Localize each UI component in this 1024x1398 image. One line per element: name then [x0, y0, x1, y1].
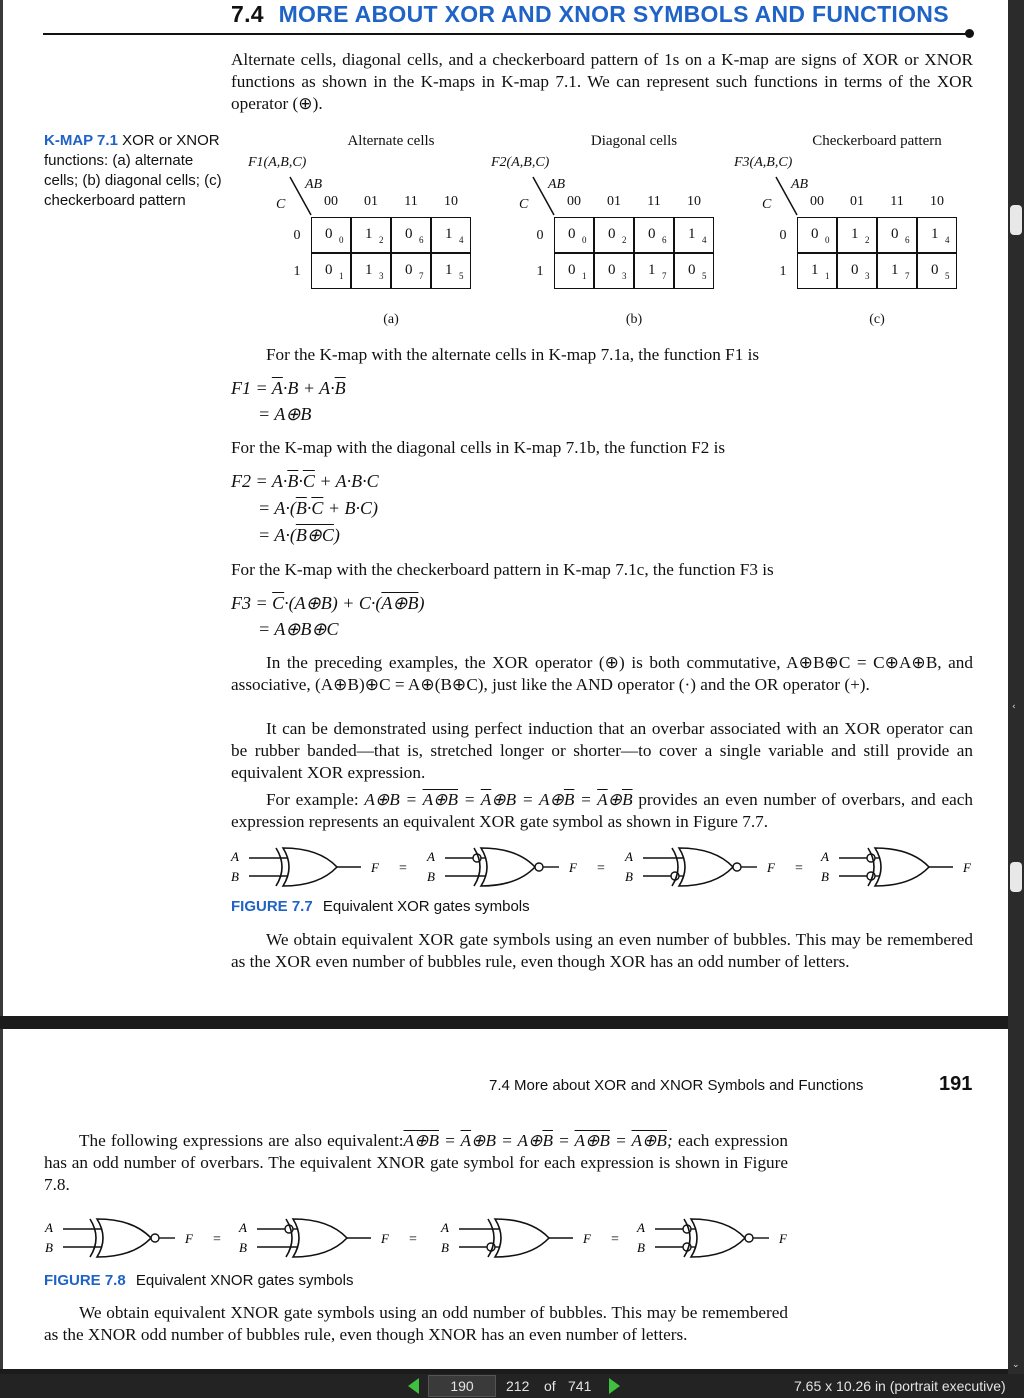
kmap-col-header: 11 [404, 194, 418, 209]
kmap-cell: 0 2 [594, 217, 634, 253]
svg-text:F: F [569, 860, 577, 875]
xnor-equation: A⊕B = $\overline{A}\oplus B$ = $A\oplus\overline{B}$ = A⊕B = A⊕B; [403, 1131, 673, 1150]
kmap-cell: 0 0 [554, 217, 594, 253]
kmap-row-header: 0 [779, 228, 787, 243]
paragraph-even-bubbles: We obtain equivalent XOR gate symbols using an even number of bubbles. This may be remembered as the XOR even number of bubbles rule, even though XOR has an odd number of letters. [231, 930, 973, 971]
svg-text:=: = [409, 1232, 417, 1247]
kmap-cell: 0 3 [594, 253, 634, 289]
svg-text:F: F [381, 1231, 389, 1246]
svg-text:B: B [45, 1240, 53, 1255]
kmap-col-header: 10 [444, 194, 458, 209]
page-label: 212 [506, 1378, 530, 1394]
kmap-cell: 0 7 [391, 253, 431, 289]
paragraph-f1: For the K-map with the alternate cells in K-map 7.1a, the function F1 is [266, 345, 760, 364]
kmap-cell: 1 7 [877, 253, 917, 289]
equation-f2-line1: $F2 = A\cdot\overline{B}\cdot\overline{C} + A\cdot B\cdot C$ [231, 471, 379, 491]
svg-text:B: B [239, 1240, 247, 1255]
svg-text:A: A [45, 1220, 53, 1235]
kmap-col-header: 10 [687, 194, 701, 209]
kmap-c-label: C [276, 197, 286, 212]
page-number-input[interactable] [428, 1375, 496, 1397]
paragraph-f3: For the K-map with the checkerboard pattern in K-map 7.1c, the function F3 is [231, 560, 774, 579]
kmap-caption-label: K-MAP 7.1 [44, 132, 118, 149]
equation-f3-line2: = A⊕B⊕C [258, 619, 339, 639]
kmap-cell: 1 2 [837, 217, 877, 253]
section-number: 7.4 [231, 1, 264, 27]
kmap-function-name: F1(A,B,C) [248, 155, 307, 170]
xnor-gate-bubble-b [440, 1219, 619, 1257]
svg-text:=: = [795, 861, 803, 876]
xnor-gate-bubble-f [44, 1219, 221, 1257]
figure-7-7-label: FIGURE 7.7 [231, 898, 313, 915]
figure-7-8-label: FIGURE 7.8 [44, 1272, 126, 1289]
scroll-thumb-upper[interactable] [1010, 205, 1022, 235]
svg-text:F: F [185, 1231, 193, 1246]
kmap-cell: 1 2 [351, 217, 391, 253]
svg-text:A: A [239, 1220, 247, 1235]
arrow-left-icon[interactable] [408, 1378, 419, 1394]
figure-7-8-caption [44, 1271, 353, 1291]
svg-text:F: F [963, 860, 971, 875]
svg-text:A: A [427, 849, 435, 864]
xor-gate-bubble-b-f [624, 848, 803, 886]
section-heading [231, 1, 949, 28]
kmap-cell: 0 0 [311, 217, 351, 253]
kmap-cell: 1 3 [351, 253, 391, 289]
kmap-col-header: 10 [930, 194, 944, 209]
xor-gate-bubble-a-f [426, 848, 605, 886]
intro-paragraph: Alternate cells, diagonal cells, and a checkerboard pattern of 1s on a K-map are signs of XOR or XNOR functions as shown in the K-maps in K-map 7.1. We can represent such functions in terms of the XOR operator (⊕). [231, 50, 973, 113]
kmap-cell: 0 6 [877, 217, 917, 253]
document-page-191 [0, 1029, 1008, 1369]
equation-f2-line3: = A·(B⊕C) [258, 525, 340, 545]
kmap-col-header: 01 [607, 194, 621, 209]
kmap-cell: 0 1 [311, 253, 351, 289]
kmap-c-label: C [519, 197, 529, 212]
figure-7-7-text: Equivalent XOR gates symbols [322, 898, 530, 915]
equation-f1-line1: $F1 = \overline{A}\cdot B + A\cdot\overline{B}$ [231, 378, 346, 398]
kmap-title: Alternate cells [347, 133, 435, 149]
example-text: provides an even number of overbars, and each expression represents an equivalent XOR gate symbol as shown in Figure 7.7. [231, 790, 974, 831]
svg-text:A: A [821, 849, 829, 864]
kmap-ab-label: AB [548, 177, 566, 192]
kmap-col-header: 01 [364, 194, 378, 209]
svg-text:F: F [583, 1231, 591, 1246]
kmap-cell: 1 4 [674, 217, 714, 253]
svg-text:=: = [399, 861, 407, 876]
scroll-thumb-lower[interactable] [1010, 862, 1022, 892]
kmap-sublabel: (a) [383, 312, 399, 327]
xnor-gate-bubble-a-b-f [636, 1219, 788, 1257]
svg-text:B: B [231, 869, 239, 884]
svg-text:F: F [767, 860, 775, 875]
kmap-cell: 0 0 [797, 217, 837, 253]
kmap-cell: 0 5 [917, 253, 957, 289]
chevron-down-icon[interactable]: ⌄ [1012, 1360, 1020, 1370]
svg-text:=: = [611, 1232, 619, 1247]
kmap-cell: 0 6 [634, 217, 674, 253]
kmap-title: Diagonal cells [590, 133, 678, 149]
rule-end-dot [965, 29, 974, 38]
kmap-cell: 1 5 [431, 253, 471, 289]
kmap-row-header: 1 [293, 264, 301, 279]
xnor-gate-bubble-a [238, 1219, 417, 1257]
page-number: 191 [939, 1073, 973, 1095]
paragraph-commutative: In the preceding examples, the XOR operator (⊕) is both commutative, A⊕B⊕C = C⊕A⊕B, and associative, (A⊕B)⊕C = A⊕(B⊕C), just like the AND operator (·) and the OR operator (+). [231, 653, 973, 694]
xor-gate-bubble-a-b [820, 848, 972, 886]
kmap-sublabel: (c) [869, 312, 885, 327]
kmap-col-header: 00 [324, 194, 338, 209]
kmap-title: Checkerboard pattern [812, 133, 942, 149]
kmap-cell: 0 1 [554, 253, 594, 289]
kmap-row-header: 0 [293, 228, 301, 243]
kmap-row-header: 1 [779, 264, 787, 279]
xnor-lead: The following expressions are also equivalent: [79, 1131, 404, 1150]
viewer-status-bar [0, 1374, 1024, 1398]
xor-gate-no-bubbles [230, 848, 407, 886]
heading-rule [43, 33, 971, 35]
equation-f3-line1: $F3 = \overline{C}\cdot(A\oplus B)$ + C·(A⊕B) [231, 593, 425, 613]
svg-text:=: = [213, 1232, 221, 1247]
kmap-col-header: 11 [647, 194, 661, 209]
paragraph-odd-bubbles: We obtain equivalent XNOR gate symbols using an odd number of bubbles. This may be remembered as the XNOR odd number of bubbles rule, even though XNOR has an even number of letters. [44, 1303, 788, 1344]
kmap-ab-label: AB [791, 177, 809, 192]
equation-f1-line2: = A⊕B [258, 404, 312, 424]
svg-text:B: B [427, 869, 435, 884]
svg-text:B: B [637, 1240, 645, 1255]
xnor-rest: each expression has an odd number of overbars. The equivalent XNOR gate symbol for each expression is shown in Figure 7.8. [44, 1131, 788, 1194]
svg-text:B: B [441, 1240, 449, 1255]
example-equation: A⊕B = A⊕B = $\overline{A}\oplus B$ = $A\oplus\overline{B}$ = $\overline{A}\oplus\overline{B}$ [364, 790, 633, 809]
kmap-c [729, 130, 969, 330]
paragraph-rubber-band: It can be demonstrated using perfect induction that an overbar associated with an XOR operator can be rubber banded—that is, stretched longer or shorter—to cover a single variable and still provide an equivalent XOR expression. [231, 719, 973, 782]
svg-text:B: B [625, 869, 633, 884]
paragraph-example [231, 789, 973, 833]
kmap-function-name: F2(A,B,C) [491, 155, 550, 170]
kmap-col-header: 00 [567, 194, 581, 209]
kmap-ab-label: AB [305, 177, 323, 192]
kmap-cell: 1 4 [917, 217, 957, 253]
kmap-col-header: 11 [890, 194, 904, 209]
total-pages: 741 [568, 1378, 592, 1394]
svg-text:A: A [637, 1220, 645, 1235]
section-title: MORE ABOUT XOR AND XNOR SYMBOLS AND FUNCTIONS [278, 1, 949, 27]
running-head: 7.4 More about XOR and XNOR Symbols and Functions [489, 1077, 864, 1094]
kmap-cell: 1 4 [431, 217, 471, 253]
figure-7-8-xnor-gates [43, 1213, 803, 1265]
kmap-cell: 0 5 [674, 253, 714, 289]
kmap-function-name: F3(A,B,C) [734, 155, 793, 170]
kmap-row-header: 0 [536, 228, 544, 243]
example-lead: For example: [266, 790, 359, 809]
paragraph-xnor-equivalent [44, 1130, 788, 1196]
page-size-readout: 7.65 x 10.26 in (portrait executive) [794, 1378, 1006, 1394]
kmap-col-header: 00 [810, 194, 824, 209]
figure-7-8-text: Equivalent XNOR gates symbols [135, 1272, 354, 1289]
kmap-c-label: C [762, 197, 772, 212]
kmap-row-header: 1 [536, 264, 544, 279]
kmap-caption [44, 131, 229, 211]
figure-7-7-caption [231, 897, 530, 917]
kmap-cell: 1 1 [797, 253, 837, 289]
arrow-right-icon[interactable] [609, 1378, 620, 1394]
kmap-caption-text: XOR or XNOR functions: (a) alternate cells; (b) diagonal cells; (c) checkerboard pattern [44, 132, 222, 209]
svg-text:A: A [441, 1220, 449, 1235]
svg-text:F: F [371, 860, 379, 875]
svg-text:F: F [779, 1231, 787, 1246]
svg-text:A: A [625, 849, 633, 864]
paragraph-f2: For the K-map with the diagonal cells in K-map 7.1b, the function F2 is [231, 438, 726, 457]
kmap-sublabel: (b) [625, 312, 643, 327]
chevron-up-icon[interactable]: ‹ [1012, 702, 1016, 712]
kmap-b [486, 130, 726, 330]
kmap-a [243, 130, 483, 330]
kmap-col-header: 01 [850, 194, 864, 209]
kmap-cell: 0 6 [391, 217, 431, 253]
svg-text:B: B [821, 869, 829, 884]
equation-f2-line2: = $A\cdot(\overline{B}\cdot\overline{C} + B\cdot C)$ [258, 498, 378, 518]
kmap-cell: 0 3 [837, 253, 877, 289]
vertical-scrollbar[interactable] [1008, 0, 1024, 1374]
svg-text:=: = [597, 861, 605, 876]
kmap-cell: 1 7 [634, 253, 674, 289]
of-label: of [544, 1378, 556, 1394]
svg-text:A: A [231, 849, 239, 864]
figure-7-7-xor-gates [229, 842, 989, 894]
